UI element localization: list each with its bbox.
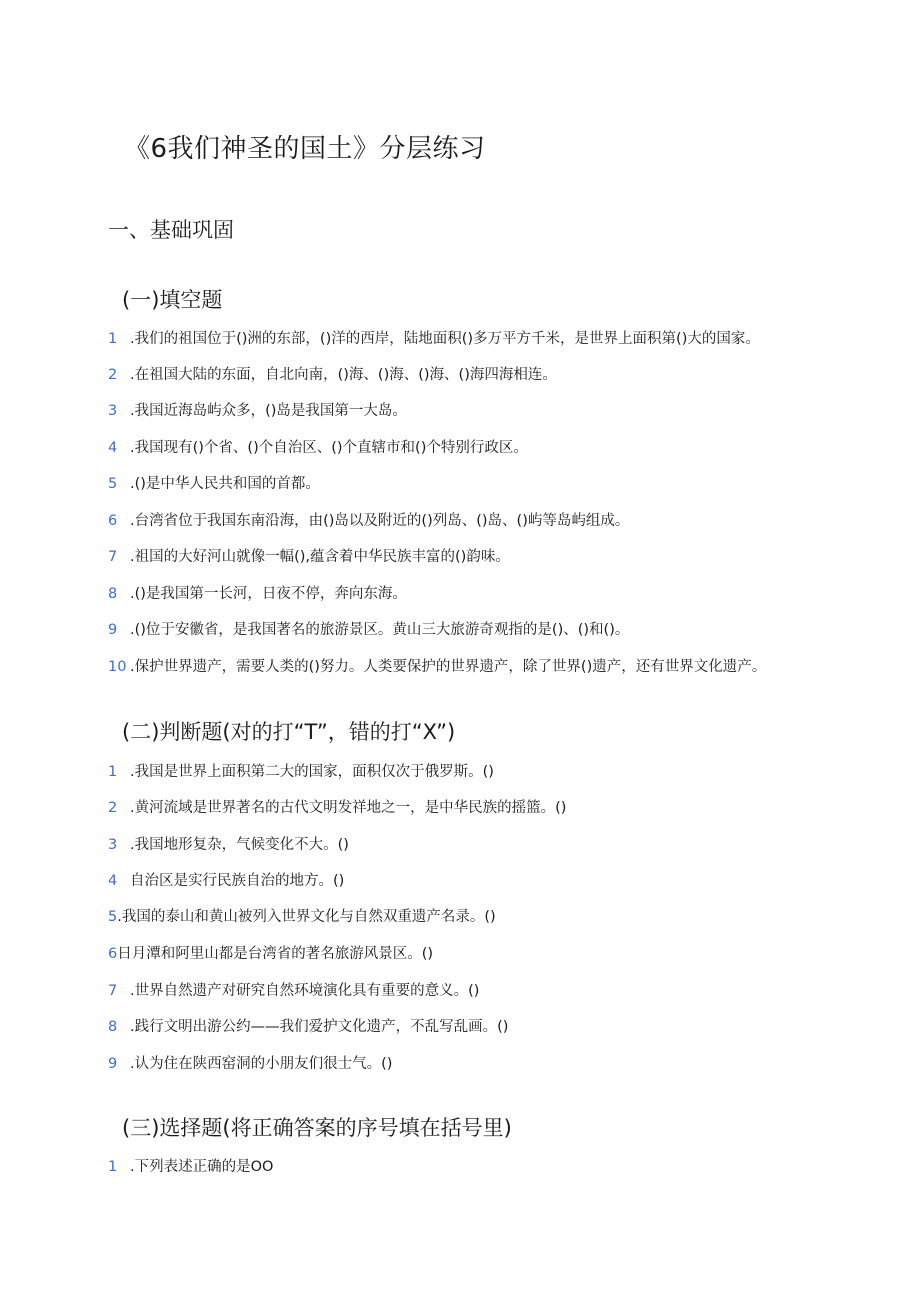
question-text: .认为住在陕西窑洞的小朋友们很士气。() xyxy=(130,1056,393,1072)
part-heading-multiple-choice: (三)选择题(将正确答案的序号填在括号里) xyxy=(122,1116,512,1140)
question-number: 1 xyxy=(108,764,118,780)
question-item xyxy=(108,365,557,385)
question-number: 2 xyxy=(108,800,118,816)
question-item xyxy=(108,401,407,421)
question-number: 4 xyxy=(108,440,118,456)
question-number: 1 xyxy=(108,1159,118,1175)
question-text: .台湾省位于我国东南沿海，由()岛以及附近的()列岛、()岛、()屿等岛屿组成。 xyxy=(130,513,630,529)
question-item xyxy=(108,1054,392,1074)
question-item xyxy=(108,798,566,818)
question-item xyxy=(108,907,496,927)
question-text: .我国的泰山和黄山被列入世界文化与自然双重遗产名录。() xyxy=(117,909,496,925)
question-item xyxy=(108,438,528,458)
question-item xyxy=(108,981,479,1001)
question-number: 4 xyxy=(108,873,118,889)
question-text: .()是我国第一长河，日夜不停，奔向东海。 xyxy=(130,586,407,602)
question-item xyxy=(108,511,629,531)
question-text: .保护世界遗产，需要人类的()努力。人类要保护的世界遗产，除了世界()遗产，还有世界文化遗产。 xyxy=(130,659,767,675)
question-item xyxy=(108,329,760,349)
question-text: .我国是世界上面积第二大的国家，面积仅次于俄罗斯。() xyxy=(130,764,494,780)
question-item xyxy=(108,835,349,855)
question-item xyxy=(108,944,433,964)
question-text: .祖国的大好河山就像一幅(),蕴含着中华民族丰富的()韵味。 xyxy=(130,549,510,565)
question-number: 1 xyxy=(108,331,118,347)
question-text: .在祖国大陆的东面，自北向南，()海、()海、()海、()海四海相连。 xyxy=(130,367,557,383)
question-item xyxy=(108,547,510,567)
question-text: .我们的祖国位于()洲的东部，()洋的西岸，陆地面积()多万平方千米，是世界上面积第()大的国家。 xyxy=(130,331,760,347)
question-number: 9 xyxy=(108,1056,118,1072)
question-number: 6 xyxy=(108,513,118,529)
question-number: 7 xyxy=(108,983,118,999)
question-number: 8 xyxy=(108,1019,118,1035)
question-text: .下列表述正确的是OO xyxy=(130,1159,274,1175)
question-text: .我国现有()个省、()个自治区、()个直辖市和()个特别行政区。 xyxy=(130,440,528,456)
question-number: 2 xyxy=(108,367,118,383)
question-number: 3 xyxy=(108,403,118,419)
question-number: 5 xyxy=(108,909,118,925)
question-item xyxy=(108,474,320,494)
question-text: .我国近海岛屿众多，()岛是我国第一大岛。 xyxy=(130,403,407,419)
question-item xyxy=(108,1017,508,1037)
question-text: 日月潭和阿里山都是台湾省的著名旅游风景区。() xyxy=(117,946,434,962)
question-item xyxy=(108,762,494,782)
question-text: .世界自然遗产对研究自然环境演化具有重要的意义。() xyxy=(130,983,480,999)
question-item xyxy=(108,871,344,891)
question-item xyxy=(108,584,407,604)
question-number: 9 xyxy=(108,622,118,638)
question-item xyxy=(108,657,766,677)
question-text: .我国地形复杂，气候变化不大。() xyxy=(130,837,349,853)
part-heading-true-false: (二)判断题(对的打“T”，错的打“X”) xyxy=(122,720,456,744)
question-number: 3 xyxy=(108,837,118,853)
page-title: 《6我们神圣的国土》分层练习 xyxy=(124,134,486,164)
question-text: 自治区是实行民族自治的地方。() xyxy=(130,873,345,889)
question-text: .黄河流域是世界著名的古代文明发祥地之一，是中华民族的摇篮。() xyxy=(130,800,567,816)
question-text: .()是中华人民共和国的首都。 xyxy=(130,476,320,492)
question-number: 8 xyxy=(108,586,118,602)
question-number: 10 xyxy=(108,659,127,675)
question-number: 6 xyxy=(108,946,118,962)
section-heading-basic: 一、基础巩固 xyxy=(108,218,234,242)
question-text: .践行文明出游公约——我们爱护文化遗产，不乱写乱画。() xyxy=(130,1019,509,1035)
question-item xyxy=(108,620,629,640)
question-number: 7 xyxy=(108,549,118,565)
question-item xyxy=(108,1157,273,1177)
question-number: 5 xyxy=(108,476,118,492)
part-heading-fill-blank: (一)填空题 xyxy=(122,288,223,312)
question-text: .()位于安徽省，是我国著名的旅游景区。黄山三大旅游奇观指的是()、()和()。 xyxy=(130,622,630,638)
